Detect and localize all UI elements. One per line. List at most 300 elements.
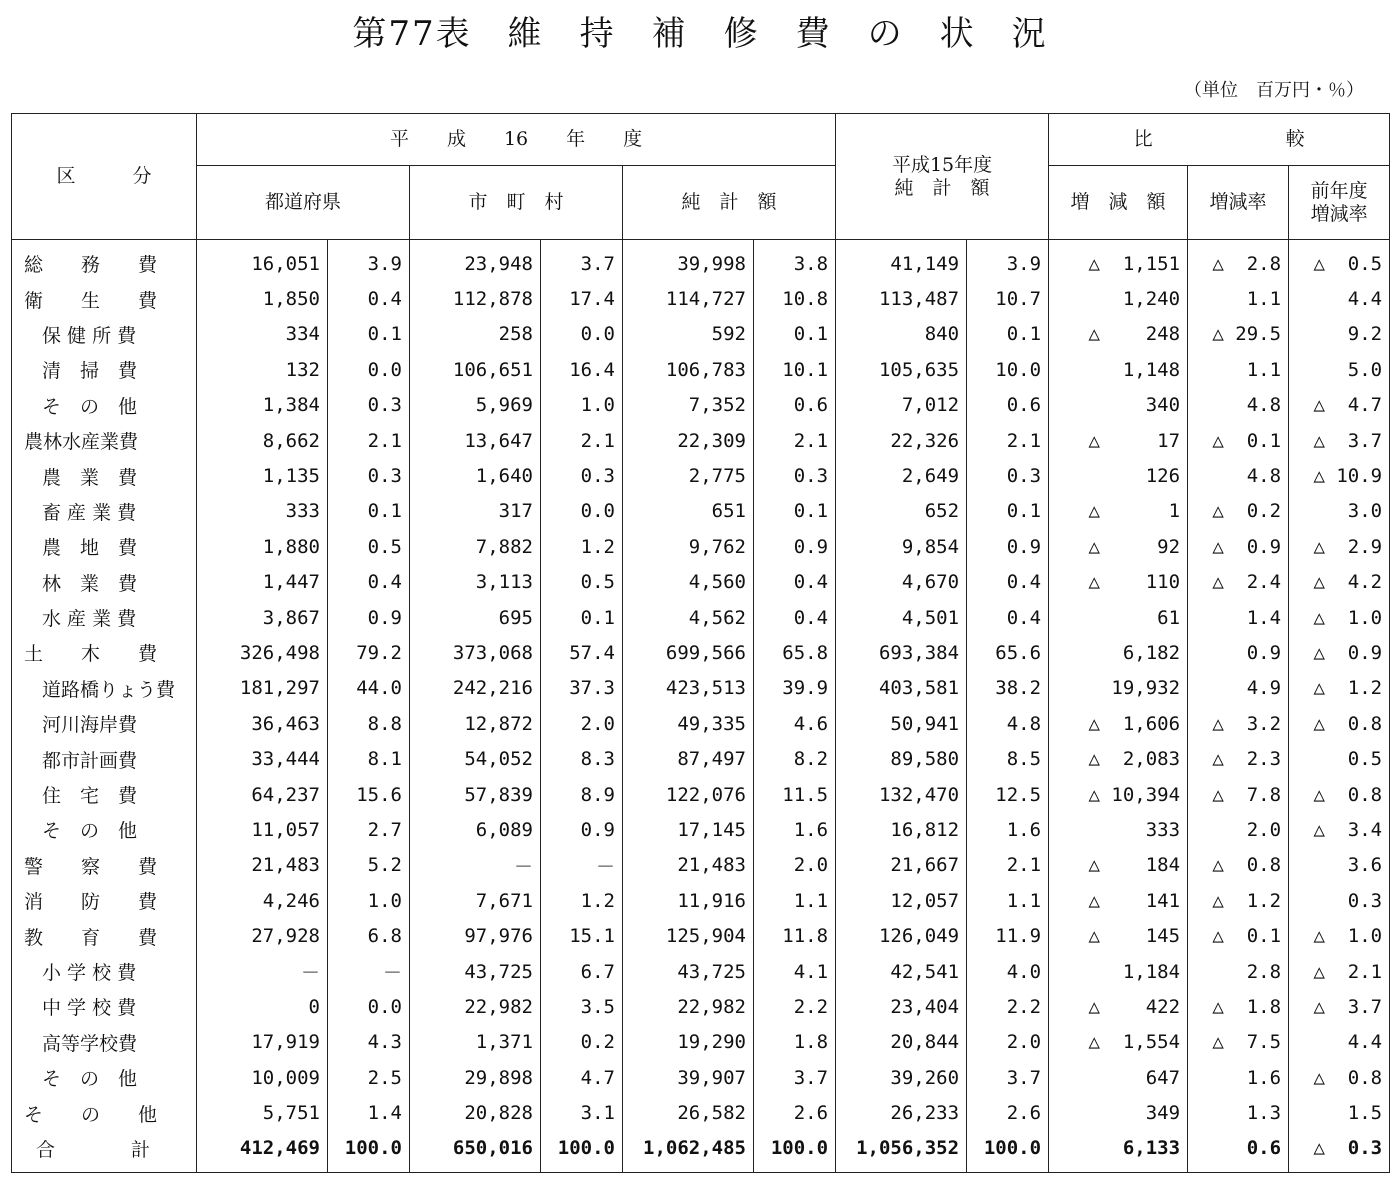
table-cell: 0.0 [328, 989, 410, 1024]
table-cell: 650,016 [410, 1131, 541, 1173]
table-cell: 33,444 [197, 741, 328, 776]
table-cell: 21,483 [623, 848, 754, 883]
table-cell: △ 1.8 [1188, 989, 1289, 1024]
table-cell: △ 3.7 [1289, 989, 1390, 1024]
table-cell: 1,384 [197, 388, 328, 423]
table-cell: 8.1 [328, 741, 410, 776]
table-cell: 16,812 [836, 812, 967, 847]
table-cell: 4.8 [1188, 458, 1289, 493]
table-cell: 0.6 [754, 388, 836, 423]
table-cell: 17,145 [623, 812, 754, 847]
table-cell: 17,919 [197, 1025, 328, 1060]
table-cell: 0.1 [328, 494, 410, 529]
table-cell: 5.2 [328, 848, 410, 883]
table-cell: 12,057 [836, 883, 967, 918]
table-cell: 6.7 [541, 954, 623, 989]
table-cell: 2.6 [754, 1095, 836, 1130]
table-cell: 6.8 [328, 918, 410, 953]
table-cell: 1.4 [1188, 600, 1289, 635]
table-cell: 39,998 [623, 240, 754, 282]
page-title: 第77表 維 持 補 修 費 の 状 況 [352, 14, 1048, 54]
table-cell: 126 [1049, 458, 1188, 493]
table-cell: △ 2.9 [1289, 529, 1390, 564]
table-cell: △ 3.4 [1289, 812, 1390, 847]
table-cell: 699,566 [623, 635, 754, 670]
table-cell: 20,844 [836, 1025, 967, 1060]
table-cell: 0.1 [754, 317, 836, 352]
table-row [12, 240, 1390, 282]
table-row [12, 954, 1390, 989]
table-cell: 0.2 [541, 1025, 623, 1060]
table-cell: 1.6 [967, 812, 1049, 847]
table-cell: 13,647 [410, 423, 541, 458]
table-cell: 10.0 [967, 352, 1049, 387]
table-cell: 6,089 [410, 812, 541, 847]
row-label: 衛 生 費 [12, 281, 197, 316]
row-label: 農 業 費 [12, 458, 197, 493]
table-cell: 2,775 [623, 458, 754, 493]
table-cell: 3.0 [1289, 494, 1390, 529]
table-cell: 8.8 [328, 706, 410, 741]
table-cell: 0.1 [967, 317, 1049, 352]
table-row [12, 529, 1390, 564]
table-cell: 57.4 [541, 635, 623, 670]
table-cell: 4.8 [1188, 388, 1289, 423]
table-cell: △ 1.0 [1289, 918, 1390, 953]
table-row [12, 1131, 1390, 1173]
table-row [12, 565, 1390, 600]
row-label: 土 木 費 [12, 635, 197, 670]
table-cell: 39,260 [836, 1060, 967, 1095]
table-cell: 3.7 [967, 1060, 1049, 1095]
table-cell: 16.4 [541, 352, 623, 387]
table-cell: 2.0 [541, 706, 623, 741]
table-cell: 126,049 [836, 918, 967, 953]
table-cell: 44.0 [328, 671, 410, 706]
table-cell: △ 0.9 [1289, 635, 1390, 670]
table-row [12, 494, 1390, 529]
table-cell: 0.5 [328, 529, 410, 564]
table-cell: 49,335 [623, 706, 754, 741]
table-cell: 0.9 [328, 600, 410, 635]
table-cell: 2.6 [967, 1095, 1049, 1130]
table-cell: 1.0 [328, 883, 410, 918]
row-label: そ の 他 [12, 1095, 197, 1130]
table-cell: 2.1 [967, 848, 1049, 883]
table-cell: 2.8 [1188, 954, 1289, 989]
row-label: そ の 他 [12, 812, 197, 847]
table-cell: 105,635 [836, 352, 967, 387]
table-cell: 3,867 [197, 600, 328, 635]
table-cell: 132,470 [836, 777, 967, 812]
table-cell: △ 0.2 [1188, 494, 1289, 529]
unit-note: （単位 百万円・％） [1184, 80, 1364, 101]
table-cell: 39.9 [754, 671, 836, 706]
row-label: 住 宅 費 [12, 777, 197, 812]
table-cell: 113,487 [836, 281, 967, 316]
table-cell: 4.1 [754, 954, 836, 989]
table-cell: 1.3 [1188, 1095, 1289, 1130]
table-cell: △ 2,083 [1049, 741, 1188, 776]
table-cell: 0.4 [328, 281, 410, 316]
table-cell: 106,783 [623, 352, 754, 387]
table-cell: △ 3.2 [1188, 706, 1289, 741]
table-row [12, 317, 1390, 352]
row-label: 警 察 費 [12, 848, 197, 883]
table-cell: 326,498 [197, 635, 328, 670]
table-cell: 9,762 [623, 529, 754, 564]
table-row [12, 883, 1390, 918]
table-cell: 15.6 [328, 777, 410, 812]
table-cell: △ 7.8 [1188, 777, 1289, 812]
table-cell: 2.5 [328, 1060, 410, 1095]
table-cell: 1.1 [1188, 352, 1289, 387]
table-cell: 57,839 [410, 777, 541, 812]
row-label: 畜 産 業 費 [12, 494, 197, 529]
table-cell: 22,982 [623, 989, 754, 1024]
table-cell: △ 2.8 [1188, 240, 1289, 282]
table-cell: 647 [1049, 1060, 1188, 1095]
table-cell: 0.3 [1289, 883, 1390, 918]
table-cell: △ 92 [1049, 529, 1188, 564]
table-cell: 100.0 [541, 1131, 623, 1173]
table-cell: 4.6 [754, 706, 836, 741]
table-cell: 652 [836, 494, 967, 529]
table-cell: 3.1 [541, 1095, 623, 1130]
table-cell: 106,651 [410, 352, 541, 387]
table-cell: 50,941 [836, 706, 967, 741]
header-diff: 増 減 額 [1049, 166, 1188, 240]
table-cell: 0 [197, 989, 328, 1024]
table-row [12, 423, 1390, 458]
table-cell: 43,725 [410, 954, 541, 989]
table-cell: 87,497 [623, 741, 754, 776]
table-cell: 3.7 [541, 240, 623, 282]
table-cell: 1.5 [1289, 1095, 1390, 1130]
table-row [12, 600, 1390, 635]
table-row [12, 989, 1390, 1024]
table-cell: 0.4 [967, 600, 1049, 635]
table-cell: － [541, 848, 623, 883]
table-cell: 403,581 [836, 671, 967, 706]
table-row [12, 848, 1390, 883]
table-cell: 0.5 [1289, 741, 1390, 776]
table-cell: 2.1 [754, 423, 836, 458]
table-cell: 2.2 [967, 989, 1049, 1024]
table-cell: 2.0 [1188, 812, 1289, 847]
table-cell: 7,882 [410, 529, 541, 564]
table-row [12, 1095, 1390, 1130]
table-cell: △ 0.8 [1289, 777, 1390, 812]
table-cell: 695 [410, 600, 541, 635]
table-cell: △ 2.1 [1289, 954, 1390, 989]
table-cell: 54,052 [410, 741, 541, 776]
table-cell: 4.7 [541, 1060, 623, 1095]
table-cell: 17.4 [541, 281, 623, 316]
row-label: 総 務 費 [12, 240, 197, 282]
table-cell: 258 [410, 317, 541, 352]
table-cell: 0.4 [754, 600, 836, 635]
table-cell: 112,878 [410, 281, 541, 316]
table-cell: 1.2 [541, 883, 623, 918]
table-cell: 29,898 [410, 1060, 541, 1095]
table-cell: 242,216 [410, 671, 541, 706]
table-cell: △ 0.8 [1289, 1060, 1390, 1095]
table-cell: 16,051 [197, 240, 328, 282]
table-cell: 2.1 [967, 423, 1049, 458]
table-row [12, 388, 1390, 423]
table-cell: 10.1 [754, 352, 836, 387]
table-cell: 4.9 [1188, 671, 1289, 706]
table-cell: 4.0 [967, 954, 1049, 989]
table-cell: △ 1 [1049, 494, 1188, 529]
table-cell: 1,850 [197, 281, 328, 316]
table-cell: 423,513 [623, 671, 754, 706]
table-cell: 4,670 [836, 565, 967, 600]
header-h15: 平成15年度 純 計 額 [836, 114, 1049, 240]
table-cell: 122,076 [623, 777, 754, 812]
header-h16: 平 成 16 年 度 [197, 114, 836, 166]
table-cell: 0.3 [541, 458, 623, 493]
table-cell: 1,240 [1049, 281, 1188, 316]
table-cell: 0.3 [328, 458, 410, 493]
table-cell: △ 1,606 [1049, 706, 1188, 741]
table-cell: 9.2 [1289, 317, 1390, 352]
header-net-total: 純 計 額 [623, 166, 836, 240]
table-cell: 42,541 [836, 954, 967, 989]
table-cell: 11.5 [754, 777, 836, 812]
table-cell: △ 248 [1049, 317, 1188, 352]
table-cell: 3.8 [754, 240, 836, 282]
table-cell: 0.4 [754, 565, 836, 600]
table-cell: 181,297 [197, 671, 328, 706]
table-cell: 12.5 [967, 777, 1049, 812]
table-cell: 840 [836, 317, 967, 352]
table-cell: 0.9 [967, 529, 1049, 564]
table-cell: 10.8 [754, 281, 836, 316]
header-prefecture: 都道府県 [197, 166, 410, 240]
table-cell: 2.2 [754, 989, 836, 1024]
table-cell: △ 1,151 [1049, 240, 1188, 282]
table-row [12, 812, 1390, 847]
table-cell: 1.1 [967, 883, 1049, 918]
table-cell: △ 3.7 [1289, 423, 1390, 458]
table-cell: 5.0 [1289, 352, 1390, 387]
table-cell: 2.0 [754, 848, 836, 883]
table-cell: 4,562 [623, 600, 754, 635]
table-cell: 0.0 [541, 317, 623, 352]
table-cell: 79.2 [328, 635, 410, 670]
table-cell: 1,184 [1049, 954, 1188, 989]
table-cell: － [328, 954, 410, 989]
table-cell: 333 [1049, 812, 1188, 847]
table-cell: 21,483 [197, 848, 328, 883]
table-cell: 1.6 [754, 812, 836, 847]
table-cell: 1,062,485 [623, 1131, 754, 1173]
table-cell: 8.3 [541, 741, 623, 776]
table-cell: 38.2 [967, 671, 1049, 706]
table-cell: △ 145 [1049, 918, 1188, 953]
row-label: 小 学 校 費 [12, 954, 197, 989]
header-category: 区 分 [12, 114, 197, 240]
row-label: 河川海岸費 [12, 706, 197, 741]
table-cell: 1.8 [754, 1025, 836, 1060]
table-cell: 0.4 [328, 565, 410, 600]
table-cell: 0.1 [754, 494, 836, 529]
table-cell: 43,725 [623, 954, 754, 989]
maintenance-cost-table [11, 113, 1390, 1173]
table-cell: 3.7 [754, 1060, 836, 1095]
table-cell: 23,948 [410, 240, 541, 282]
table-cell: 8.9 [541, 777, 623, 812]
table-cell: △ 4.2 [1289, 565, 1390, 600]
table-cell: △ 1,554 [1049, 1025, 1188, 1060]
table-cell: 22,309 [623, 423, 754, 458]
table-cell: △ 0.1 [1188, 423, 1289, 458]
table-cell: 6,182 [1049, 635, 1188, 670]
table-cell: 36,463 [197, 706, 328, 741]
table-cell: 61 [1049, 600, 1188, 635]
table-cell: 41,149 [836, 240, 967, 282]
table-cell: 0.3 [967, 458, 1049, 493]
table-cell: △ 29.5 [1188, 317, 1289, 352]
table-cell: 22,982 [410, 989, 541, 1024]
table-cell: 0.1 [328, 317, 410, 352]
table-cell: 4.4 [1289, 1025, 1390, 1060]
table-cell: 15.1 [541, 918, 623, 953]
table-cell: 3.9 [967, 240, 1049, 282]
table-cell: 9,854 [836, 529, 967, 564]
table-body [12, 240, 1390, 1173]
table-cell: 1,447 [197, 565, 328, 600]
header-compare: 比 較 [1049, 114, 1390, 166]
table-cell: 412,469 [197, 1131, 328, 1173]
table-cell: 333 [197, 494, 328, 529]
table-cell: 0.6 [1188, 1131, 1289, 1173]
table-cell: 2.1 [541, 423, 623, 458]
table-cell: 10.7 [967, 281, 1049, 316]
table-cell: 1.6 [1188, 1060, 1289, 1095]
table-cell: 8.2 [754, 741, 836, 776]
table-cell: 6,133 [1049, 1131, 1188, 1173]
table-cell: 0.9 [541, 812, 623, 847]
table-cell: － [410, 848, 541, 883]
table-cell: 1,880 [197, 529, 328, 564]
table-cell: △ 110 [1049, 565, 1188, 600]
table-cell: 65.8 [754, 635, 836, 670]
table-cell: △ 10.9 [1289, 458, 1390, 493]
table-cell: 3.6 [1289, 848, 1390, 883]
table-cell: 100.0 [967, 1131, 1049, 1173]
table-cell: 0.9 [754, 529, 836, 564]
table-cell: 2,649 [836, 458, 967, 493]
table-row [12, 777, 1390, 812]
table-cell: 7,352 [623, 388, 754, 423]
table-cell: 1,056,352 [836, 1131, 967, 1173]
table-cell: 0.3 [328, 388, 410, 423]
table-cell: 114,727 [623, 281, 754, 316]
table-cell: 1,135 [197, 458, 328, 493]
table-cell: 11,057 [197, 812, 328, 847]
table-cell: △ 2.3 [1188, 741, 1289, 776]
table-cell: 0.6 [967, 388, 1049, 423]
table-cell: 5,751 [197, 1095, 328, 1130]
table-cell: △ 0.8 [1289, 706, 1390, 741]
table-cell: △ 1.2 [1188, 883, 1289, 918]
row-label: 都市計画費 [12, 741, 197, 776]
row-label: 林 業 費 [12, 565, 197, 600]
table-cell: 1.1 [754, 883, 836, 918]
table-cell: 37.3 [541, 671, 623, 706]
table-cell: 373,068 [410, 635, 541, 670]
table-cell: △ 141 [1049, 883, 1188, 918]
table-cell: 11.8 [754, 918, 836, 953]
table-cell: △ 7.5 [1188, 1025, 1289, 1060]
table-cell: 26,582 [623, 1095, 754, 1130]
table-cell: 0.5 [541, 565, 623, 600]
table-cell: △ 10,394 [1049, 777, 1188, 812]
table-cell: 20,828 [410, 1095, 541, 1130]
header-municipality: 市 町 村 [410, 166, 623, 240]
table-cell: 2.1 [328, 423, 410, 458]
table-cell: 0.0 [328, 352, 410, 387]
table-cell: 125,904 [623, 918, 754, 953]
table-cell: 7,671 [410, 883, 541, 918]
table-row [12, 458, 1390, 493]
table-cell: 317 [410, 494, 541, 529]
table-cell: 26,233 [836, 1095, 967, 1130]
row-label: 消 防 費 [12, 883, 197, 918]
table-cell: 65.6 [967, 635, 1049, 670]
table-cell: 39,907 [623, 1060, 754, 1095]
table-cell: － [197, 954, 328, 989]
table-cell: 8,662 [197, 423, 328, 458]
table-cell: 10,009 [197, 1060, 328, 1095]
table-row [12, 918, 1390, 953]
table-cell: △ 1.2 [1289, 671, 1390, 706]
table-cell: 0.3 [754, 458, 836, 493]
table-cell: △ 0.3 [1289, 1131, 1390, 1173]
table-cell: 4,560 [623, 565, 754, 600]
table-cell: 0.9 [1188, 635, 1289, 670]
row-label: 教 育 費 [12, 918, 197, 953]
table-cell: 3.5 [541, 989, 623, 1024]
table-row [12, 741, 1390, 776]
table-cell: △ 4.7 [1289, 388, 1390, 423]
table-cell: 2.0 [967, 1025, 1049, 1060]
table-cell: 1,640 [410, 458, 541, 493]
table-cell: △ 0.5 [1289, 240, 1390, 282]
table-cell: 11.9 [967, 918, 1049, 953]
table-cell: △ 422 [1049, 989, 1188, 1024]
row-label: 高等学校費 [12, 1025, 197, 1060]
table-cell: 0.4 [967, 565, 1049, 600]
table-cell: 651 [623, 494, 754, 529]
table-cell: 12,872 [410, 706, 541, 741]
row-label: そ の 他 [12, 1060, 197, 1095]
table-cell: 4.8 [967, 706, 1049, 741]
table-cell: 100.0 [754, 1131, 836, 1173]
table-cell: 19,932 [1049, 671, 1188, 706]
table-cell: △ 184 [1049, 848, 1188, 883]
table-cell: 100.0 [328, 1131, 410, 1173]
table-cell: 4.4 [1289, 281, 1390, 316]
table-cell: 1.4 [328, 1095, 410, 1130]
table-cell: 1.2 [541, 529, 623, 564]
row-label: 中 学 校 費 [12, 989, 197, 1024]
table-cell: 0.1 [967, 494, 1049, 529]
row-label: 水 産 業 費 [12, 600, 197, 635]
